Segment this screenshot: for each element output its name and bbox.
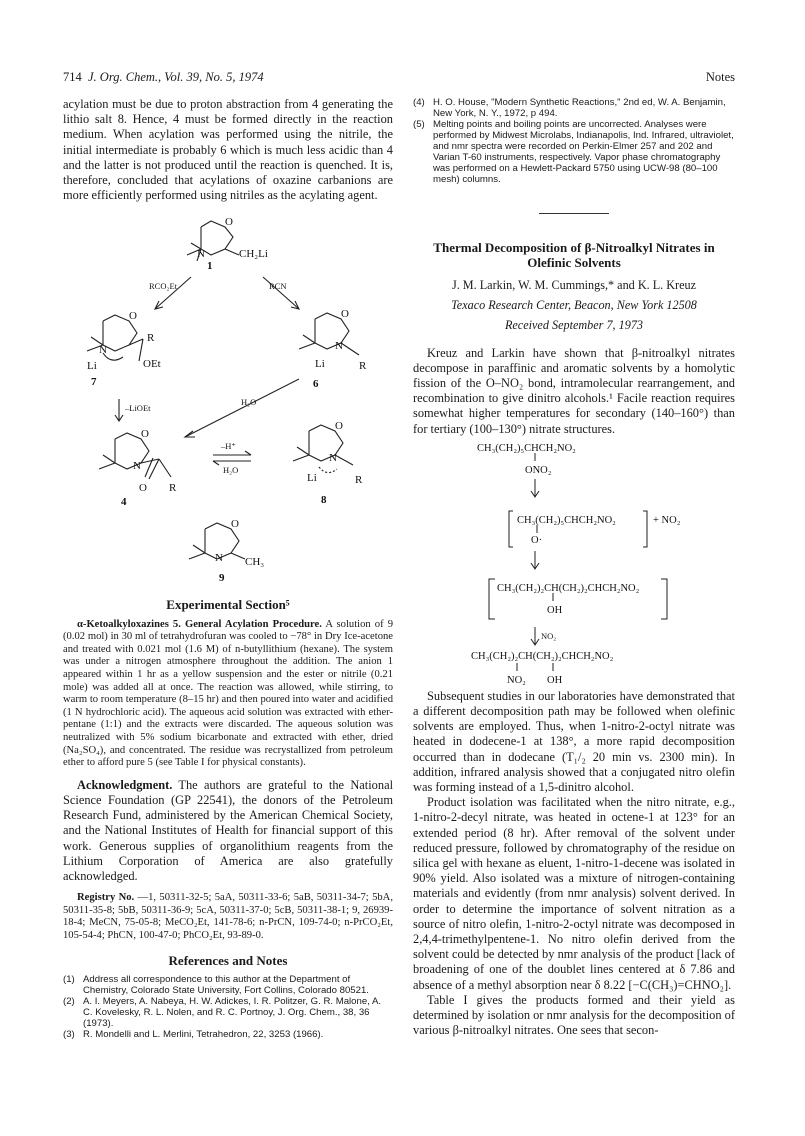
equilibrium-top-label: –H⁺ bbox=[221, 441, 236, 452]
reference-item bbox=[63, 1029, 393, 1040]
scheme-step-4-hydroxyl: OH bbox=[547, 674, 563, 686]
registry-body: —1, 50311-32-5; 5aA, 50311-33-6; 5aB, 50311-34-7; 5bA, 50311-35-8; 5bB, 50311-36-9; 5cA, 50311-37-0; 5cB, 50311-38-1; 9, 26939-18-4; MeCN, 75-05-8; MeCO₂Et, 141-78-6; n-PrCN, 109-74-0; n-PrCO₂Et, 105-54-4; PhCN, 100-47-0; PhCO₂Et, 93-89-0. bbox=[63, 892, 393, 941]
header-left bbox=[63, 70, 264, 85]
c7-o-label: O bbox=[129, 310, 137, 323]
compound-9-number: 9 bbox=[219, 572, 225, 585]
reference-number: (2) bbox=[63, 995, 75, 1007]
compound-8-number: 8 bbox=[321, 494, 327, 507]
reference-text: Address all correspondence to this author at the Department of Chemistry, Colorado State University, Fort Collins, Colorado 80521. bbox=[83, 973, 369, 996]
right-column bbox=[413, 97, 735, 1039]
oxazine-reaction-scheme bbox=[63, 209, 393, 589]
experimental-lead: α-Ketoalkyloxazines 5. General Acylation Procedure. bbox=[77, 618, 322, 630]
article-received-date: Received September 7, 1973 bbox=[504, 318, 644, 333]
c4-n-label: N bbox=[133, 460, 141, 473]
registry-lead: Registry No. bbox=[77, 892, 135, 904]
c8-o-label: O bbox=[335, 420, 343, 433]
hydrolysis-label: H₂O bbox=[241, 397, 257, 408]
reference-text: R. Mondelli and L. Merlini, Tetrahedron, 22, 3253 (1966). bbox=[83, 1028, 324, 1040]
article-divider bbox=[539, 213, 609, 214]
c4-r-label: R bbox=[169, 482, 177, 495]
acknowledgment-body: The authors are grateful to the National Science Foundation (GP 22541), the donors of the Petroleum Research Fund, administered by the American Chemical Society, and the National Institutes of Health for financial support of this work. Generous supplies of organolithium reagents from the Lithium Corporation of America are also gratefully acknowledged. bbox=[63, 777, 394, 883]
section-label: Notes bbox=[705, 70, 735, 84]
reference-number: (4) bbox=[413, 97, 425, 108]
experimental-heading: Experimental Section⁵ bbox=[166, 597, 290, 613]
c1-substituent: CH₂Li bbox=[239, 248, 268, 261]
c7-oet-label: OEt bbox=[143, 358, 161, 371]
c4-keto-o-label: O bbox=[139, 482, 147, 495]
c1-n-label: N bbox=[197, 248, 205, 261]
article-title: Thermal Decomposition of β-Nitroalkyl Nitrates in Olefinic Solvents bbox=[433, 240, 715, 270]
paragraph-2: Subsequent studies in our laboratories have demonstrated that a different decomposition path may be followed when olefinic solvents are employed. Thus, when 1-nitro-2-octyl nitrate was heated in dodecene-1 at 138°, a more rapid decomposition occurred than in dodecane (T₁/₂ 20 min vs. 2300 min). In addition, infrared analysis showed that a conjugated nitro olefin was forming instead of a 1,5-dinitro alcohol. bbox=[413, 688, 735, 795]
scheme-arrow-no2: NO₂ bbox=[541, 630, 557, 641]
c6-n-label: N bbox=[335, 340, 343, 353]
c9-n-label: N bbox=[215, 552, 223, 565]
reference-text: Melting points and boiling points are uncorrected. Analyses were performed by Midwest Microlabs, Indianapolis, Ind. Infrared, ultraviolet, and nmr spectra were recorded on Perkin-Elmer 257 and 202 and Varian T-60 instruments, respectively. Vapor phase chromatography was performed on a Hewlett-Packard 5750 using UCW-98 (80–100 mesh) columns. bbox=[433, 119, 734, 185]
c8-r-label: R bbox=[355, 474, 363, 487]
acknowledgment-paragraph bbox=[63, 778, 393, 884]
reference-item bbox=[63, 996, 393, 1029]
scheme-step-3: CH₃(CH₂)₂CH(CH₂)₂CHCH₂NO₂ bbox=[497, 582, 640, 594]
c7-li-label: Li bbox=[87, 360, 97, 373]
c6-r-label: R bbox=[359, 360, 367, 373]
compound-7-number: 7 bbox=[91, 376, 97, 389]
acknowledgment-lead: Acknowledgment. bbox=[77, 777, 173, 792]
paragraph-3: Product isolation was facilitated when the nitro nitrate, e.g., 1-nitro-2-decyl nitrate, was heated in octene-1 at 123° for an extended period (8 hr). After removal of the solvent under reduced pressure, followed by chromatography of the residue on silica gel with hexane as eluent, 1-nitro-1-decene was isolated in 90% yield. Also isolated was a mixture of nitrogen-containing materials and evidently (from nmr analysis) solvent derived. In order to determine the importance of solvent nitration as a source of nitro olefin, 1-nitro-2-octyl nitrate was decomposed in 2,4,4-trimethylpentene-1. No nitro olefin derived from the solvent could be detected by nmr analysis of the product [lack of broadening of one of the doublet lines centered at δ 7.86 and absence of a methyl absorption near δ 8.22 [−C(CH₃)=CHNO₂]. bbox=[413, 795, 735, 992]
c8-n-label: N bbox=[329, 452, 337, 465]
scheme-step-2-no2: + NO₂ bbox=[653, 514, 681, 526]
reference-item bbox=[413, 97, 735, 119]
references-heading: References and Notes bbox=[168, 952, 288, 968]
scheme-step-1-nitrate: ONO₂ bbox=[525, 464, 552, 476]
reference-item bbox=[63, 974, 393, 996]
article-affiliation: Texaco Research Center, Beacon, New York 12508 bbox=[451, 298, 697, 313]
reference-text: H. O. House, "Modern Synthetic Reactions," 2nd ed, W. A. Benjamin, New York, N. Y., 1972, p 494. bbox=[433, 97, 726, 119]
c7-n-label: N bbox=[99, 344, 107, 357]
experimental-paragraph bbox=[63, 619, 393, 770]
arrow-label-nitrile: RCN bbox=[269, 281, 287, 292]
reference-number: (5) bbox=[413, 119, 425, 130]
c6-li-label: Li bbox=[315, 358, 325, 371]
journal-citation: J. Org. Chem., Vol. 39, No. 5, 1974 bbox=[88, 70, 264, 84]
paragraph-1: Kreuz and Larkin have shown that β-nitroalkyl nitrates decompose in paraffinic and aromatic solvents by a homolytic fission of the O–NO₂ bond, intramolecular rearrangement, and recombination to give dinitro alcohols.¹ Facile reaction requires somewhat higher temperatures for secondary (140–160°) than for tertiary (100–130°) nitrate structures. bbox=[413, 345, 735, 436]
c7-r-label: R bbox=[147, 332, 155, 345]
registry-paragraph bbox=[63, 892, 393, 942]
scheme-step-4: CH₃(CH₂)₂CH(CH₂)₂CHCH₂NO₂ bbox=[471, 650, 614, 662]
c9-substituent: CH₃ bbox=[245, 556, 265, 569]
paragraph-4: Table I gives the products formed and their yield as determined by isolation or nmr analysis for the decomposition of various β-nitroalkyl nitrates. One sees that secon- bbox=[413, 992, 735, 1038]
scheme-step-2-radical: O· bbox=[531, 534, 543, 546]
compound-6-number: 6 bbox=[313, 378, 319, 391]
c8-li-label: Li bbox=[307, 472, 317, 485]
reference-item bbox=[413, 119, 735, 185]
c6-o-label: O bbox=[341, 308, 349, 321]
nitrate-decomposition-scheme bbox=[413, 439, 735, 689]
left-column bbox=[63, 97, 393, 1040]
scheme-step-2: CH₃(CH₂)₅CHCH₂NO₂ bbox=[517, 514, 616, 526]
c4-o-label: O bbox=[141, 428, 149, 441]
c9-o-label: O bbox=[231, 518, 239, 531]
compound-1-number: 1 bbox=[207, 260, 213, 273]
article-authors: J. M. Larkin, W. M. Cummings,* and K. L. Kreuz bbox=[451, 278, 697, 292]
reference-number: (3) bbox=[63, 1028, 75, 1040]
elimination-label: –LiOEt bbox=[125, 403, 151, 414]
page-number: 714 bbox=[63, 70, 82, 84]
c1-o-label: O bbox=[225, 216, 233, 229]
scheme-step-3-hydroxyl: OH bbox=[547, 604, 563, 616]
equilibrium-bottom-label: H₂O bbox=[223, 465, 239, 476]
intro-paragraph: acylation must be due to proton abstraction from 4 generating the lithio salt 8. Hence, 4 must be formed directly in the reaction medium. When acylation was performed using the nitrile, the initial intermediate is probably 6 which is much less acidic than 4 and the latter is not produced until the reaction is quenched. It is, therefore, concluded that acylations of oxazine carbanions are more efficiently performed using nitriles as the acylating agent. bbox=[63, 97, 393, 203]
arrow-label-ester: RCO₂Et bbox=[149, 281, 177, 292]
scheme-step-4-nitro: NO₂ bbox=[507, 674, 526, 686]
experimental-body: A solution of 9 (0.02 mol) in 30 ml of tetrahydrofuran was cooled to −78° in Dry Ice-acetone and treated with 0.021 mol (1.6 M) of n-butyllithium (hexane). The system was under a nitrogen atmosphere throughout the addition. The anion 1 appeared within 1 hr as a yellow suspension and the ester or nitrile (0.21 mole) was added all at once. The reaction was allowed, while stirring, to warm to room temperature (8–15 hr) and then poured into water and acidified (1 N hydrochloric acid). The aqueous acid solution was extracted with ether-pentane (1:1) and the extracts were discarded. The aqueous solution was neutralized with 5% sodium bicarbonate and extracted with ether, dried (Na₂SO₄), and concentrated. The residue was recrystallized from petroleum ether to afford pure 5 (see Table I for physical constants). bbox=[63, 618, 393, 769]
scheme-step-1: CH₃(CH₂)₅CHCH₂NO₂ bbox=[477, 442, 576, 454]
reference-number: (1) bbox=[63, 973, 75, 985]
reference-text: A. I. Meyers, A. Nabeya, H. W. Adickes, I. R. Politzer, G. R. Malone, A. C. Kovelesky, R. L. Nolen, and R. C. Portnoy, J. Org. Chem., 38, 36 (1973). bbox=[83, 995, 382, 1029]
compound-4-number: 4 bbox=[121, 496, 127, 509]
